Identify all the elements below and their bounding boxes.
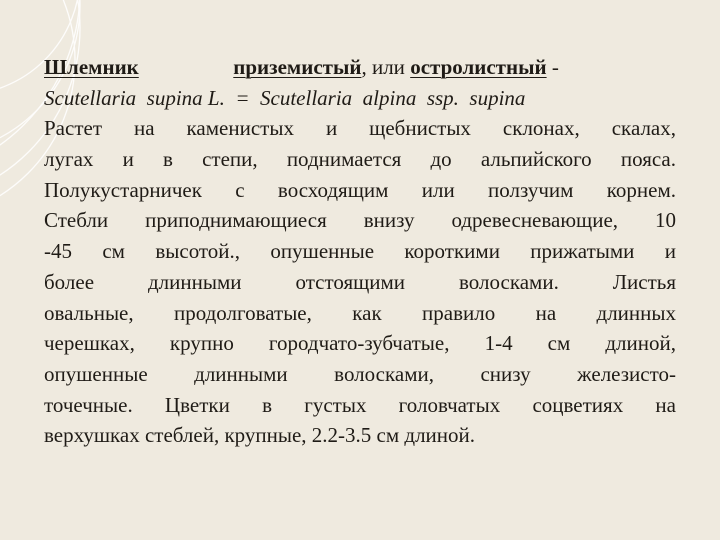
description-text (44, 52, 676, 451)
text-line: более длинными отстоящими волосками. Листья (44, 269, 676, 294)
heading-dash: - (546, 55, 559, 79)
heading-gap (139, 55, 234, 79)
text-line: точечные. Цветки в густых головчатых соцветиях на (44, 392, 676, 417)
plant-epithet: приземистый (233, 55, 362, 79)
heading-line (44, 52, 676, 83)
text-line: Растет на каменистых и щебнистых склонах, скалах, (44, 116, 676, 141)
text-line: -45 см высотой., опушенные короткими прижатыми и (44, 239, 676, 264)
text-line: черешках, крупно городчато-зубчатые, 1-4 см длиной, (44, 331, 676, 356)
plant-alt-name: остролистный (410, 55, 547, 79)
heading-connector: , или (361, 55, 411, 79)
text-line: лугах и в степи, поднимается до альпийского пояса. (44, 147, 676, 172)
text-line: овальные, продолговатые, как правило на длинных (44, 300, 676, 325)
text-line: Стебли приподнимающиеся внизу одревесневающие, 10 (44, 208, 676, 233)
text-line: опушенные длинными волосками, снизу железисто- (44, 361, 676, 386)
text-line: Полукустарничек с восходящим или ползучим корнем. (44, 177, 676, 202)
plant-name: Шлемник (44, 55, 139, 79)
latin-name-line: Scutellaria supina L. = Scutellaria alpina ssp. supina (44, 85, 526, 110)
text-line: верхушках стеблей, крупные, 2.2-3.5 см длиной. (44, 423, 476, 448)
